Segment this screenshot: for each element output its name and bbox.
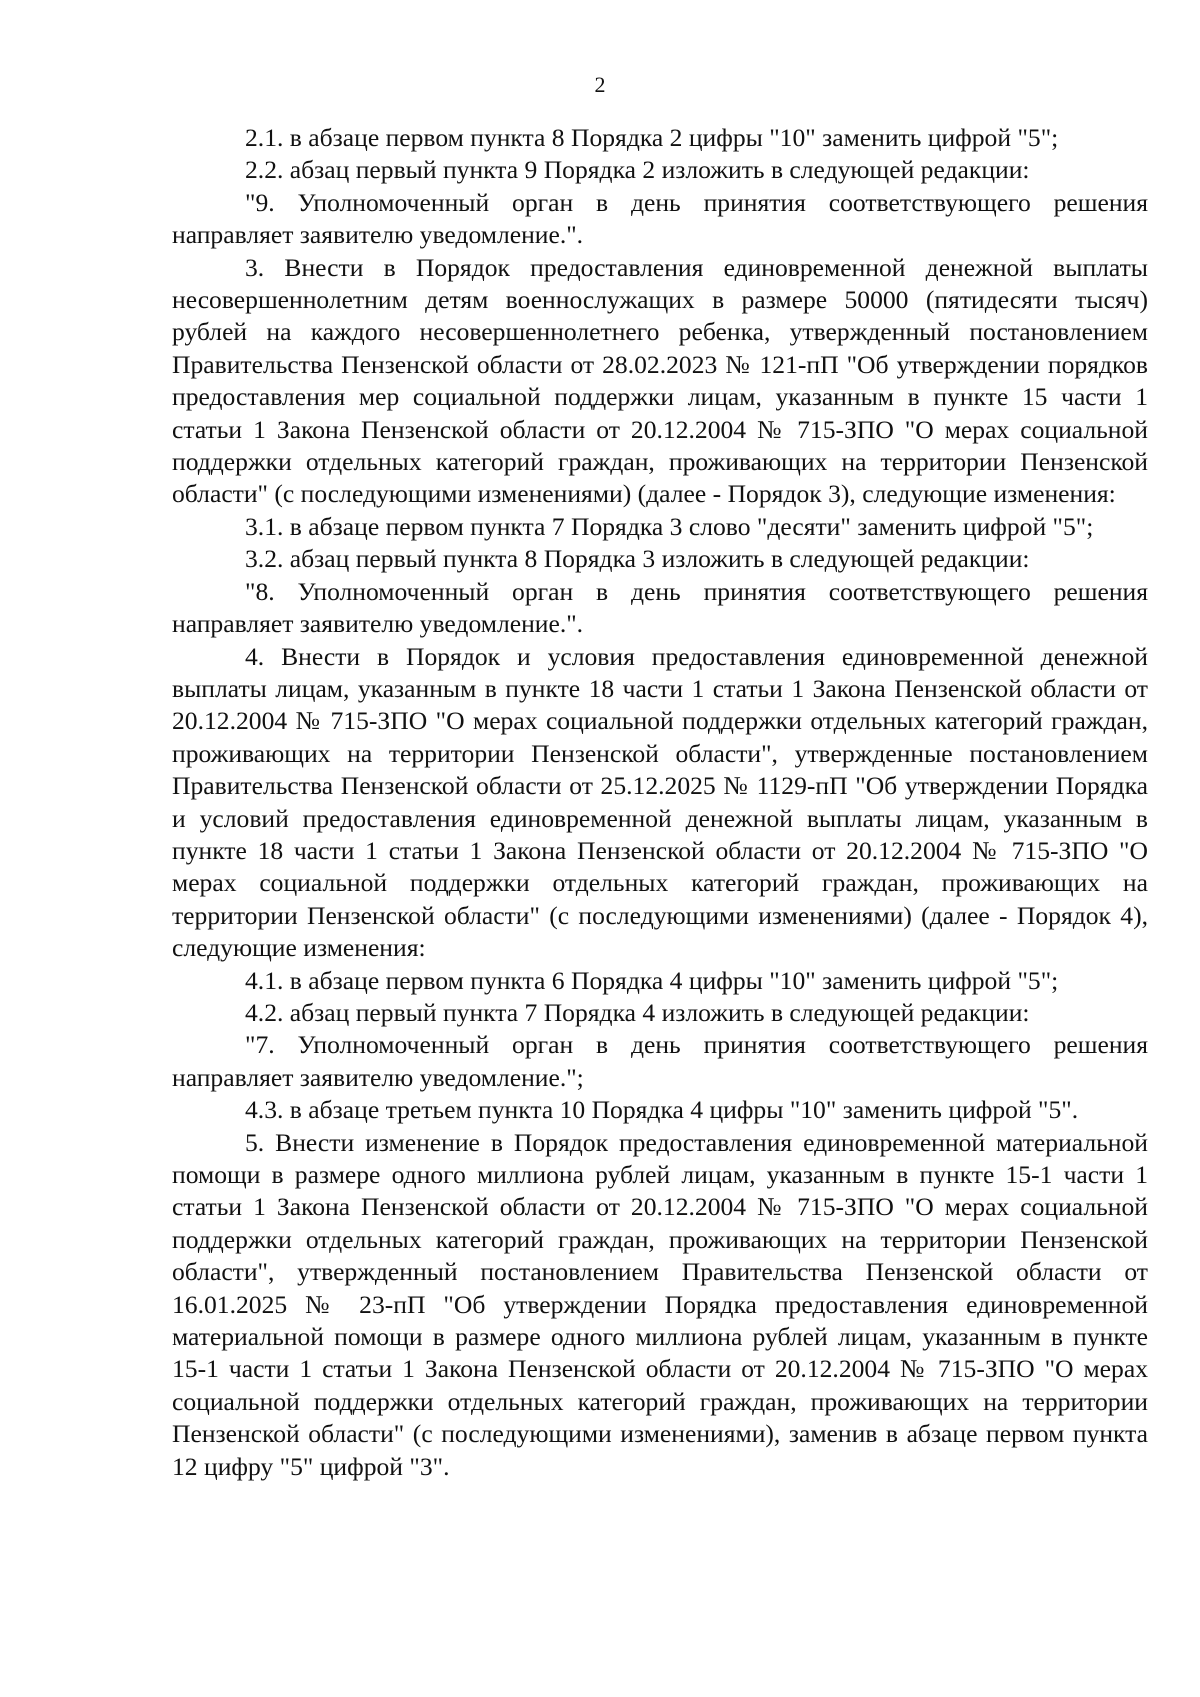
paragraph-2-2-text: "9. Уполномоченный орган в день принятия соответствующего решения направляет заявителю уведомление.". bbox=[172, 187, 1148, 250]
paragraph-3-2-text: "8. Уполномоченный орган в день принятия соответствующего решения направляет заявителю уведомление.". bbox=[172, 576, 1148, 639]
paragraph-4: 4. Внести в Порядок и условия предоставления единовременной денежной выплаты лицам, указанным в пункте 18 части 1 статьи 1 Закона Пензенской области от 20.12.2004 № 715-ЗПО "О мерах социальной поддержки отдельных категорий граждан, проживающих на территории Пензенской области", утвержденные постановлением Правительства Пензенской области от 25.12.2025 № 1129-пП "Об утверждении Порядка и условий предоставления единовременной денежной выплаты лицам, указанным в пункте 18 части 1 статьи 1 Закона Пензенской области от 20.12.2004 № 715-ЗПО "О мерах социальной поддержки отдельных категорий граждан, проживающих на территории Пензенской области" (с последующими изменениями) (далее - Порядок 4), следующие изменения: bbox=[172, 641, 1148, 963]
page-number: 2 bbox=[594, 72, 606, 97]
paragraph-3: 3. Внести в Порядок предоставления единовременной денежной выплаты несовершеннолетним детям военнослужащих в размере 50000 (пятидесяти тысяч) рублей на каждого несовершеннолетнего ребенка, утвержденный постановлением Правительства Пензенской области от 28.02.2023 № 121-пП "Об утверждении порядков предоставления мер социальной поддержки лицам, указанным в пункте 15 части 1 статьи 1 Закона Пензенской области от 20.12.2004 № 715-ЗПО "О мерах социальной поддержки отдельных категорий граждан, проживающих на территории Пензенской области" (с последующими изменениями) (далее - Порядок 3), следующие изменения: bbox=[172, 252, 1148, 509]
paragraph-4-2: 4.2. абзац первый пункта 7 Порядка 4 изложить в следующей редакции: bbox=[245, 997, 1030, 1027]
document-body bbox=[172, 122, 1148, 1483]
paragraph-4-3: 4.3. в абзаце третьем пункта 10 Порядка 4 цифры "10" заменить цифрой "5". bbox=[245, 1095, 1079, 1125]
paragraph-4-1: 4.1. в абзаце первом пункта 6 Порядка 4 цифры "10" заменить цифрой "5"; bbox=[245, 965, 1059, 995]
paragraph-2-1: 2.1. в абзаце первом пункта 8 Порядка 2 цифры "10" заменить цифрой "5"; bbox=[245, 123, 1059, 152]
paragraph-2-2: 2.2. абзац первый пункта 9 Порядка 2 изложить в следующей редакции: bbox=[245, 155, 1030, 185]
paragraph-3-1: 3.1. в абзаце первом пункта 7 Порядка 3 слово "десяти" заменить цифрой "5"; bbox=[245, 511, 1094, 541]
paragraph-5: 5. Внести изменение в Порядок предоставления единовременной материальной помощи в размере одного миллиона рублей лицам, указанным в пункте 15-1 части 1 статьи 1 Закона Пензенской области от 20.12.2004 № 715-ЗПО "О мерах социальной поддержки отдельных категорий граждан, проживающих на территории Пензенской области", утвержденный постановлением Правительства Пензенской области от 16.01.2025 № 23-пП "Об утверждении Порядка предоставления единовременной материальной помощи в размере одного миллиона рублей лицам, указанным в пункте 15-1 части 1 статьи 1 Закона Пензенской области от 20.12.2004 № 715-ЗПО "О мерах социальной поддержки отдельных категорий граждан, проживающих на территории Пензенской области" (с последующими изменениями), заменив в абзаце первом пункта 12 цифру "5" цифрой "3". bbox=[172, 1127, 1148, 1481]
paragraph-3-2: 3.2. абзац первый пункта 8 Порядка 3 изложить в следующей редакции: bbox=[245, 544, 1030, 574]
paragraph-4-2-text: "7. Уполномоченный орган в день принятия соответствующего решения направляет заявителю уведомление."; bbox=[172, 1030, 1148, 1092]
